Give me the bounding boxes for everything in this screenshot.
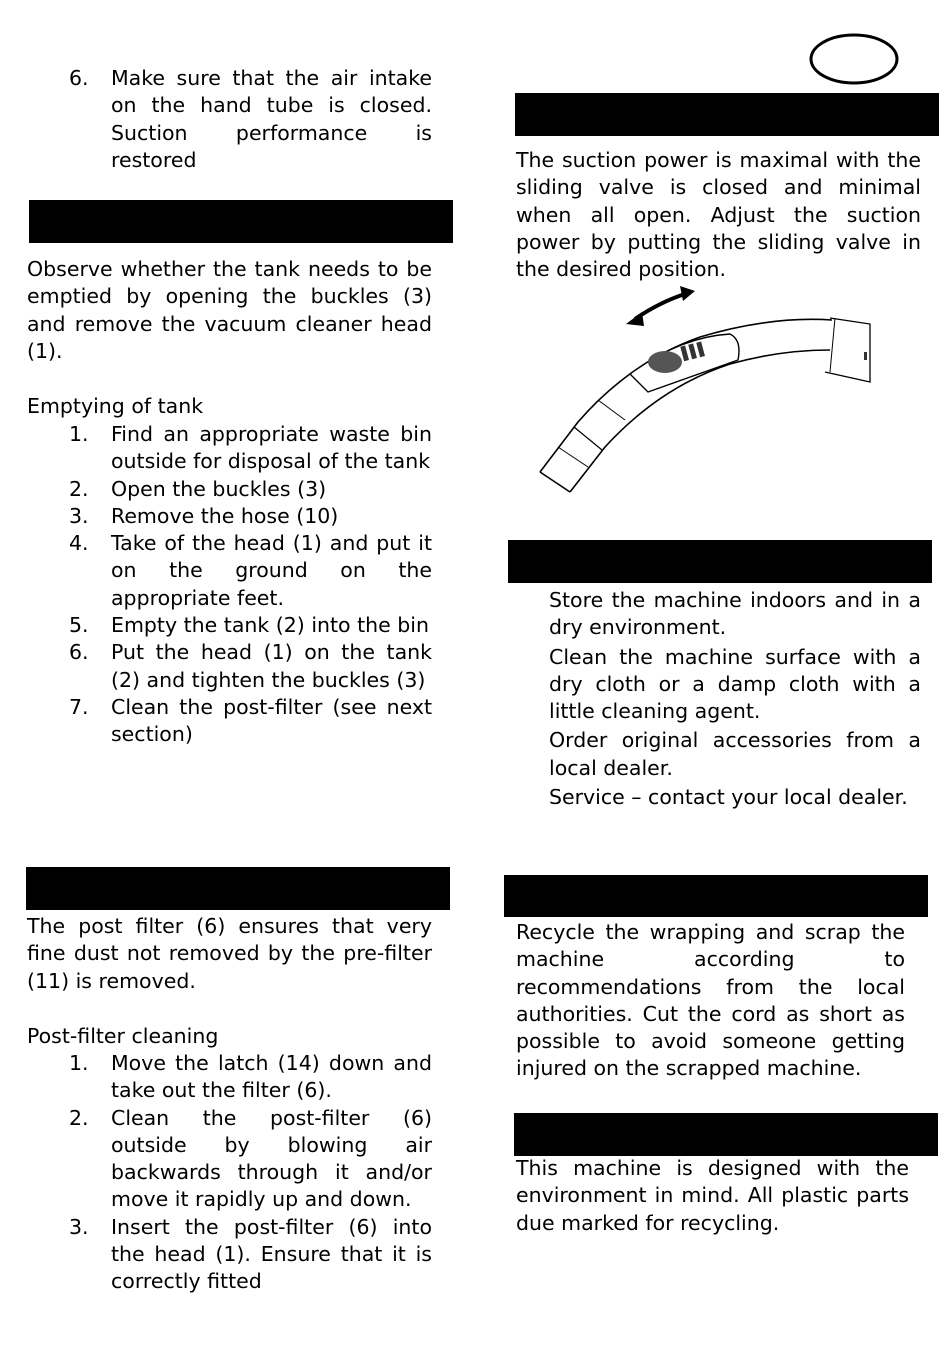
step-item xyxy=(27,421,432,476)
step-item xyxy=(27,612,432,639)
step-item xyxy=(27,639,432,694)
suction-paragraph: The suction power is maximal with the sliding valve is closed and minimal when all open. Adjust the suction power by putting the sliding valve in the desired position. xyxy=(516,148,921,282)
step-number: 5. xyxy=(69,613,89,638)
step-item xyxy=(27,530,432,612)
tank-subheading: Emptying of tank xyxy=(27,394,204,418)
section-heading-bar-tank xyxy=(29,200,453,243)
maintenance-item: Service – contact your local dealer. xyxy=(549,785,908,810)
step-text: Open the buckles (3) xyxy=(111,476,327,501)
step-text: Move the latch (14) down and take out the filter (6). xyxy=(111,1051,432,1103)
tank-intro-paragraph: Observe whether the tank needs to be emptied by opening the buckles (3) and remove the vacuum cleaner head (1). xyxy=(27,257,432,363)
step-item xyxy=(27,1214,432,1296)
section-heading-bar-environment xyxy=(514,1113,938,1156)
double-arrow-icon xyxy=(626,286,695,326)
step-number: 3. xyxy=(69,1214,89,1239)
step-item xyxy=(27,476,432,503)
step-number: 6. xyxy=(69,640,89,665)
step-text: Make sure that the air intake on the hand tube is closed. Suction performance is restored xyxy=(111,66,432,172)
step-number: 6. xyxy=(69,66,89,90)
step-text: Insert the post-filter (6) into the head (1). Ensure that it is correctly fitted xyxy=(111,1214,432,1294)
maintenance-item: Order original accessories from a local dealer. xyxy=(549,728,921,780)
step-item xyxy=(27,1050,432,1105)
step-text: Find an appropriate waste bin outside for disposal of the tank xyxy=(111,422,432,474)
step-item xyxy=(27,65,432,174)
post-filter-steps-list xyxy=(27,1050,432,1296)
language-oval-icon xyxy=(808,32,900,86)
step-item xyxy=(27,694,432,749)
post-filter-intro-paragraph: The post filter (6) ensures that very fine dust not removed by the pre-filter (11) is removed. xyxy=(27,914,432,993)
maintenance-item: Clean the machine surface with a dry cloth or a damp cloth with a little cleaning agent. xyxy=(549,644,921,724)
step-text: Clean the post-filter (6) outside by blowing air backwards through it and/or move it rapidly up and down. xyxy=(111,1105,432,1212)
hose-handle-illustration xyxy=(530,282,880,497)
step-number: 4. xyxy=(69,531,89,556)
step-text: Put the head (1) on the tank (2) and tighten the buckles (3) xyxy=(111,640,432,692)
step-number: 2. xyxy=(69,476,89,501)
tank-steps-list xyxy=(27,421,432,749)
post-filter-subheading: Post-filter cleaning xyxy=(27,1024,219,1048)
step-text: Empty the tank (2) into the bin xyxy=(111,613,429,638)
step-text: Take of the head (1) and put it on the ground on the appropriate feet. xyxy=(111,531,432,610)
step-number: 2. xyxy=(69,1105,89,1130)
step-item xyxy=(27,1105,432,1214)
step-text: Clean the post-filter (see next section) xyxy=(111,694,432,747)
step-item xyxy=(27,503,432,530)
section-heading-bar-suction xyxy=(515,93,939,136)
section-heading-bar-post-filter xyxy=(26,867,450,910)
step-number: 1. xyxy=(69,1051,89,1075)
step-number: 1. xyxy=(69,422,89,446)
maintenance-list xyxy=(549,587,921,813)
environment-paragraph: This machine is designed with the environment in mind. All plastic parts due marked for recycling. xyxy=(516,1156,909,1235)
section-heading-bar-scrapping xyxy=(504,875,928,917)
step-text: Remove the hose (10) xyxy=(111,503,339,528)
scrapping-paragraph: Recycle the wrapping and scrap the machine according to recommendations from the local authorities. Cut the cord as short as possible to avoid someone getting injured on the scrapped machine. xyxy=(516,920,905,1081)
step-number: 7. xyxy=(69,694,89,719)
maintenance-item: Store the machine indoors and in a dry environment. xyxy=(549,588,921,640)
step-number: 3. xyxy=(69,503,89,528)
continued-step-6 xyxy=(27,65,432,174)
section-heading-bar-maintenance xyxy=(508,540,932,583)
